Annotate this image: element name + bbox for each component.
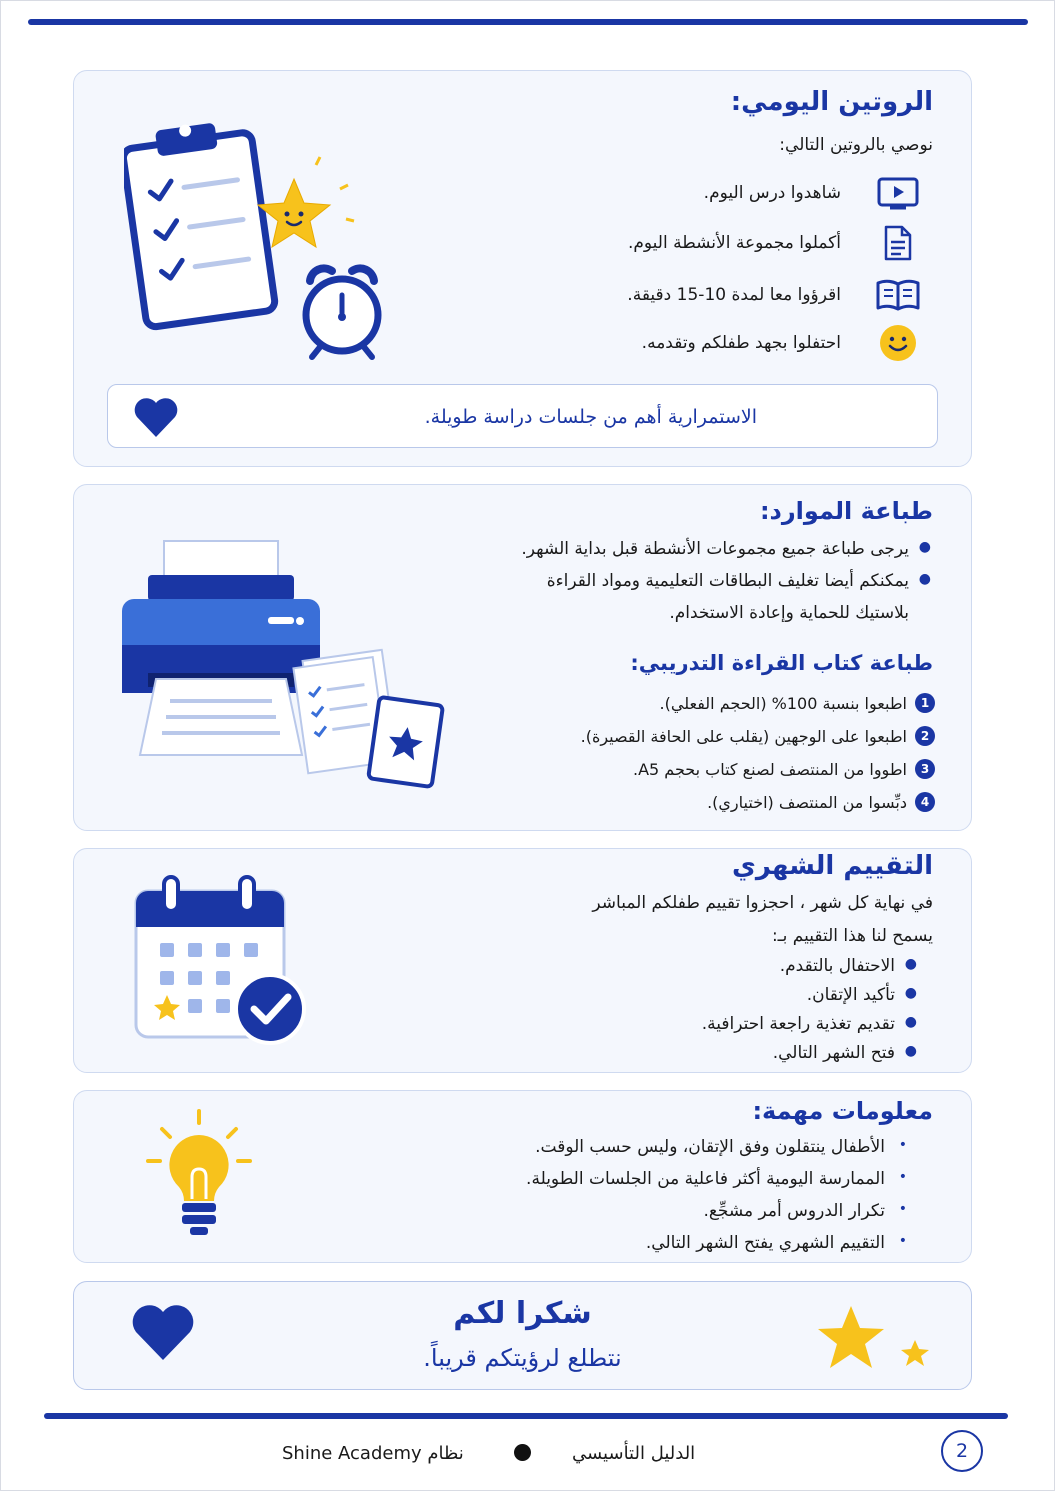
printer-illustration: [118, 537, 448, 803]
printing-card: [73, 484, 972, 831]
print-step: 1 اطبعوا بنسبة 100% (الحجم الفعلي).: [660, 693, 935, 713]
routine-card: [73, 70, 972, 467]
thanks-subtitle: نتطلع لرؤيتكم قريباً.: [423, 1344, 622, 1372]
thanks-title: شكرا لكم: [453, 1296, 592, 1331]
routine-title: الروتين اليومي:: [730, 87, 933, 117]
list-item: ● فتح الشهر التالي.: [772, 1043, 917, 1063]
routine-item-label: اقرؤوا معا لمدة 10-15 دقيقة.: [627, 285, 841, 305]
list-item: ● تقديم تغذية راجعة احترافية.: [701, 1014, 917, 1034]
printing-bullets: [521, 539, 935, 635]
list-item: ● الاحتفال بالتقدم.: [779, 956, 917, 976]
list-item: • التقييم الشهري يفتح الشهر التالي.: [645, 1233, 907, 1253]
heart-icon: [130, 1302, 196, 1368]
routine-item-label: شاهدوا درس اليوم.: [703, 183, 841, 203]
routine-item-watch: [501, 171, 921, 215]
open-book-icon: [875, 273, 921, 317]
clipboard-illustration: [124, 119, 394, 373]
smiley-icon: [875, 321, 921, 365]
printing-title: طباعة الموارد:: [759, 497, 933, 525]
assessment-bullets: [702, 956, 921, 1072]
banner-text: الاستمرارية أهم من جلسات دراسة طويلة.: [424, 406, 757, 428]
calendar-check-icon: [132, 875, 312, 1051]
lightbulb-icon: [144, 1109, 254, 1247]
routine-item-celebrate: [501, 321, 921, 365]
list-item-continued: بلاستيك للحماية وإعادة الاستخدام.: [669, 603, 909, 623]
print-step: 2 اطبعوا على الوجهين (يقلب على الحافة القصيرة).: [581, 726, 935, 746]
footer-guide: الدليل التأسيسي: [572, 1443, 696, 1464]
list-item: • الممارسة اليومية أكثر فاعلية من الجلسات الطويلة.: [526, 1169, 907, 1189]
small-star-icon: [900, 1339, 930, 1371]
assessment-line1: في نهاية كل شهر ، احجزوا تقييم طفلكم المباشر: [592, 893, 933, 913]
list-item: ● يرجى طباعة جميع مجموعات الأنشطة قبل بداية الشهر.: [521, 539, 931, 559]
star-icon: [816, 1304, 886, 1374]
important-title: معلومات مهمة:: [752, 1097, 933, 1125]
assessment-title: التقييم الشهري: [732, 851, 933, 881]
routine-item-activities: [501, 221, 921, 265]
list-item: ● يمكنكم أيضا تغليف البطاقات التعليمية ومواد القراءة: [546, 571, 931, 591]
assessment-card: [73, 848, 972, 1073]
heart-icon: [132, 395, 180, 443]
footer-system: Shine Academy نظام: [282, 1443, 464, 1464]
thanks-card: [73, 1281, 972, 1390]
important-card: [73, 1090, 972, 1263]
footer-separator-dot: [514, 1444, 531, 1461]
book-printing-title: طباعة كتاب القراءة التدريبي:: [630, 651, 933, 675]
important-bullets: [526, 1137, 911, 1265]
routine-item-label: احتفلوا بجهد طفلكم وتقدمه.: [641, 333, 841, 353]
list-item: • تكرار الدروس أمر مشجِّع.: [703, 1201, 907, 1221]
routine-item-label: أكملوا مجموعة الأنشطة اليوم.: [627, 233, 841, 253]
consistency-banner: [107, 384, 938, 448]
list-item: • الأطفال ينتقلون وفق الإتقان، وليس حسب الوقت.: [535, 1137, 907, 1157]
top-rule: [28, 19, 1028, 25]
page-number: 2: [941, 1430, 983, 1472]
list-item: ● تأكيد الإتقان.: [806, 985, 917, 1005]
footer-rule: [44, 1413, 1008, 1419]
video-play-icon: [875, 171, 921, 215]
assessment-line2: يسمح لنا هذا التقييم بـ:: [771, 926, 933, 946]
print-step: 4 دبِّسوا من المنتصف (اختياري).: [707, 792, 935, 812]
routine-item-reading: [501, 273, 921, 317]
document-icon: [875, 221, 921, 265]
routine-intro: نوصي بالروتين التالي:: [779, 135, 933, 155]
print-step: 3 اطووا من المنتصف لصنع كتاب بحجم A5.: [633, 759, 935, 779]
